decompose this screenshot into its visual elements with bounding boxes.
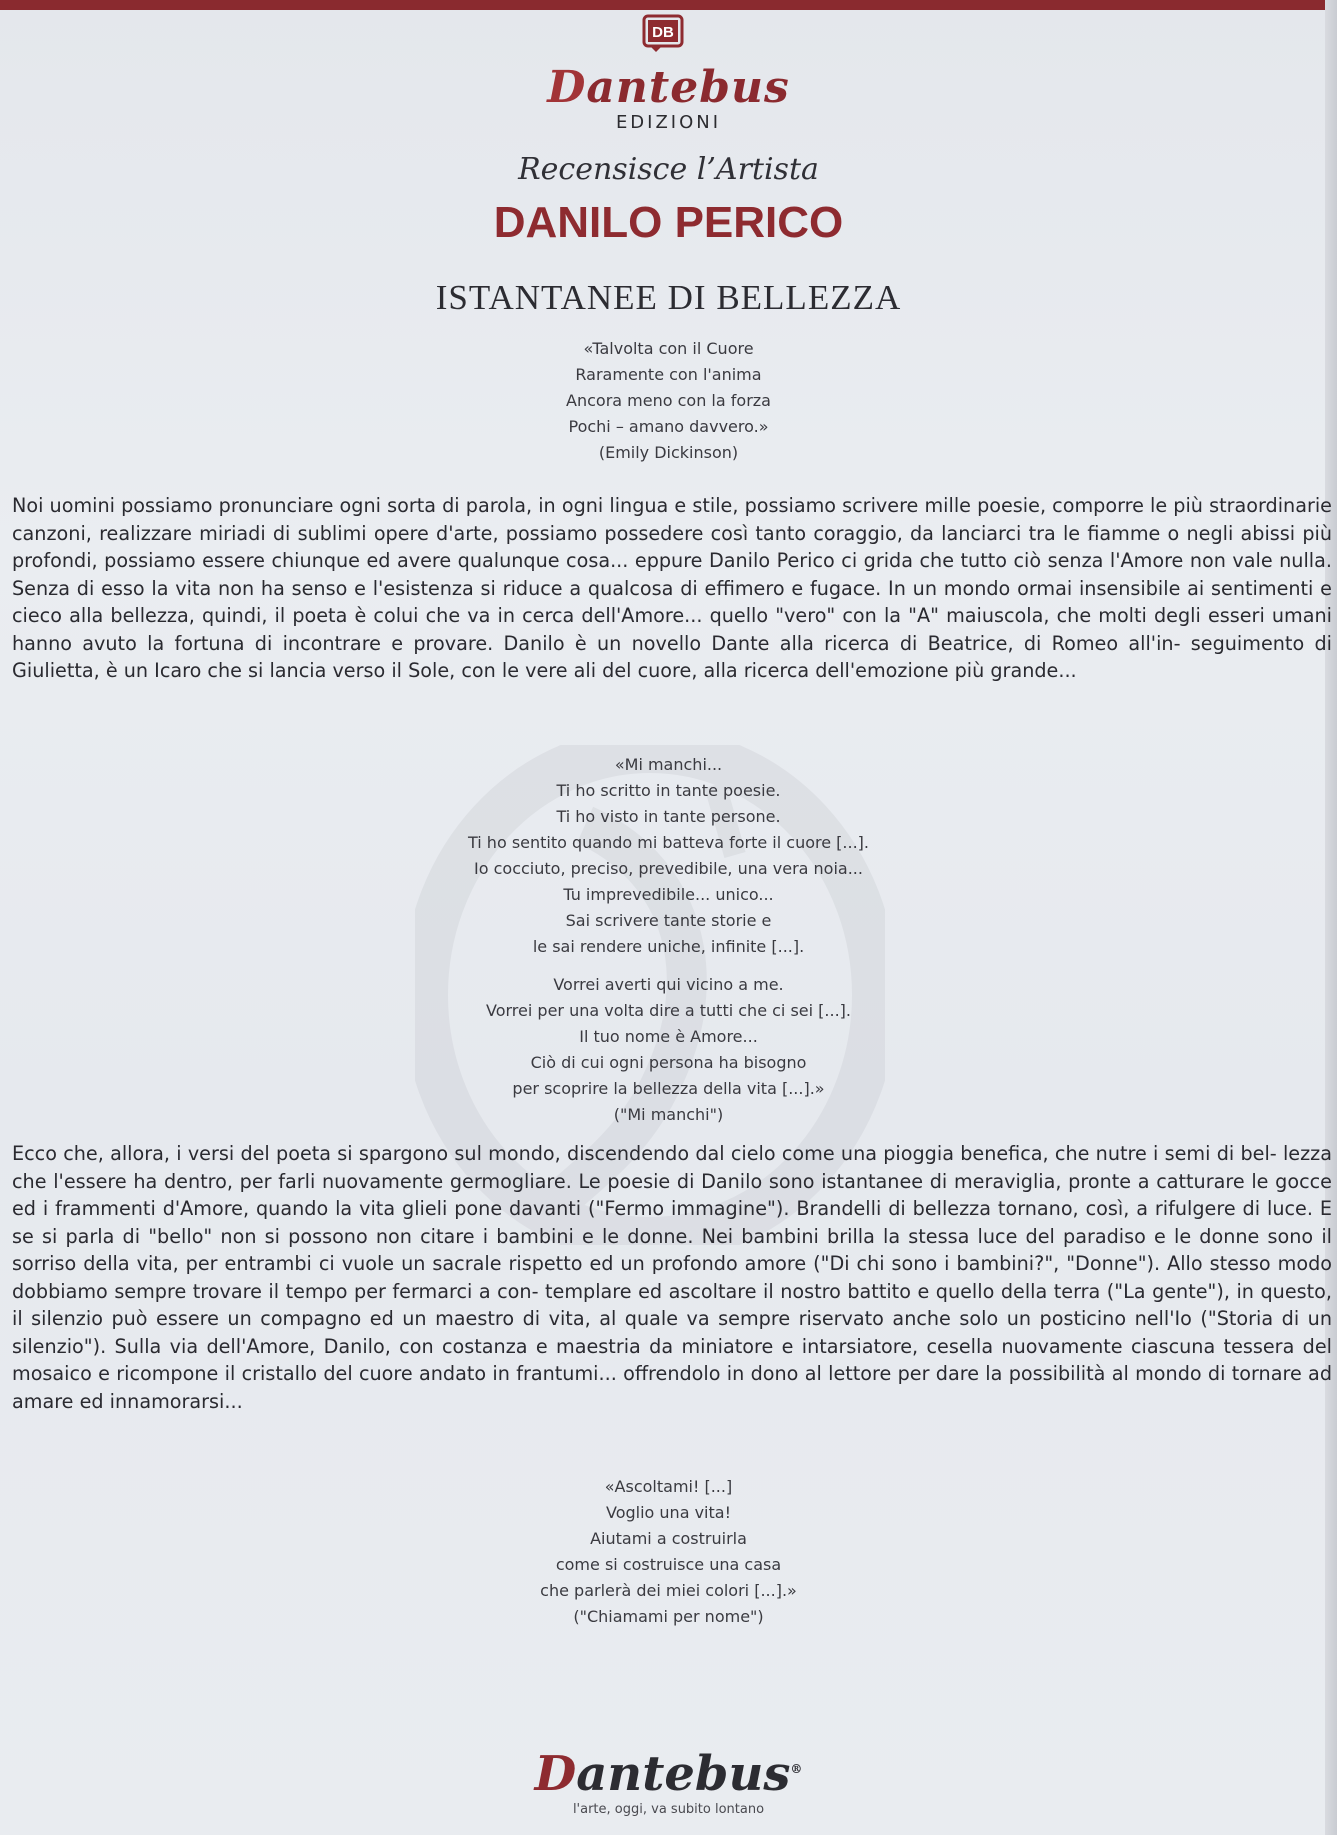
footer-brand-rest: antebus [576,1746,791,1802]
footer-tagline: l'arte, oggi, va subito lontano [572,1802,765,1817]
body-paragraph-2: Ecco che, allora, i versi del poeta si spargono sul mondo, discendendo dal cielo come una pioggia benefica, che nutre i semi di bel- lezza che l'essere ha dentro, per farli nuovamente germogliare. Le poesie di Danilo sono istantanee di meraviglia, pronte a catturare le gocce ed i frammenti d'Amore, quando la vita glieli pone davanti ("Fermo immagine"). Brandelli di bellezza tornano, così, a rifulgere di luce. E se si parla di "bello" non si possono non citare i bambini e le donne. Nei bambini brilla la stessa luce del paradiso e le donne sono il sorriso della vita, per entrambi ci vuole un sacrale rispetto ed un profondo amore ("Di chi sono i bambini?", "Donne"). Allo stesso modo dobbiamo sempre trovare il tempo per fermarci a con- templare ed ascoltare il nostro battito e quello della terra ("La gente"), in questo, il silenzio può essere un compagno ed un maestro di vita, al quale va sempre riservato anche solo un posticino nell'Io ("Storia di un silenzio"). Sulla via dell'Amore, Danilo, con costanza e maestria da miniatore e intarsiatore, cesella nuovamente ciascuna tessera del mosaico e ricompone il cristallo del cuore andato in frantumi... offrendolo in dono al lettore per dare la possibilità al mondo di tornare ad amare ed innamorarsi... [12,1142,1332,1413]
article-title: ISTANTANEE DI BELLEZZA [435,278,902,317]
db-logo-icon [642,14,684,54]
edizioni-label: EDIZIONI [615,112,722,133]
footer-brand-initial: D [534,1746,577,1802]
verse-line: «Mi manchi... [614,755,723,774]
db-logo-text: DB [652,24,674,41]
verse-line: le sai rendere uniche, infinite [...]. [532,937,805,956]
verse-attribution: (Emily Dickinson) [598,443,739,462]
registered-mark: ® [790,1762,803,1776]
verse-line: Ciò di cui ogni persona ha bisogno [530,1053,807,1072]
verse-line: «Talvolta con il Cuore [583,339,754,358]
review-subtitle: Recensisce l’Artista [518,152,819,187]
poem-mi-manchi [0,752,1337,1128]
verse-line: come si costruisce una casa [555,1555,782,1574]
publisher-brand [0,62,1337,113]
footer-brand [0,1746,1337,1802]
verse-line: Sai scrivere tante storie e [565,911,772,930]
verse-line: Voglio una vita! [606,1503,731,1522]
verse-line: Io cocciuto, preciso, prevedibile, una vera noia... [474,859,863,878]
verse-line: Raramente con l'anima [575,365,762,384]
verse-line: Ti ho visto in tante persone. [556,807,781,826]
verse-attribution: ("Chiamami per nome") [573,1607,764,1626]
verse-attribution: ("Mi manchi") [613,1105,724,1124]
verse-line: Il tuo nome è Amore... [579,1027,758,1046]
verse-line: Ti ho scritto in tante poesie. [556,781,781,800]
verse-line: «Ascoltami! [...] [604,1477,733,1496]
poem-chiamami-per-nome [0,1474,1337,1630]
verse-line: Pochi – amano davvero.» [568,417,769,436]
verse-line: Ancora meno con la forza [566,391,771,410]
artist-name: DANILO PERICO [493,198,844,247]
verse-line: che parlerà dei miei colori [...].» [540,1581,797,1600]
brand-initial: D [547,62,587,113]
epigraph [0,336,1337,466]
verse-line: per scoprire la bellezza della vita [...].» [512,1079,825,1098]
verse-line: Aiutami a costruirla [590,1529,747,1548]
brand-name-rest: antebus [586,62,790,113]
stanza-gap [0,960,1337,972]
verse-line: Tu imprevedibile... unico... [563,885,774,904]
verse-line: Ti ho sentito quando mi batteva forte il cuore [...]. [467,833,869,852]
verse-line: Vorrei averti qui vicino a me. [553,975,784,994]
body-paragraph-1: Noi uomini possiamo pronunciare ogni sorta di parola, in ogni lingua e stile, possiamo scrivere mille poesie, comporre le più straordinarie canzoni, realizzare miriadi di sublimi opere d'arte, possiamo possedere così tanto coraggio, da lanciarci tra le fiamme o negli abissi più profondi, possiamo essere chiunque ed avere qualunque cosa... eppure Danilo Perico ci grida che tutto ciò senza l'Amore non vale nulla. Senza di esso la vita non ha senso e l'esistenza si riduce a qualcosa di effimero e fugace. In un mondo ormai insensibile ai sentimenti e cieco alla bellezza, quindi, il poeta è colui che va in cerca dell'Amore... quello "vero" con la "A" maiuscola, che molti degli esseri umani hanno avuto la fortuna di incontrare e provare. Danilo è un novello Dante alla ricerca di Beatrice, di Romeo all'in- seguimento di Giulietta, è un Icaro che si lancia verso il Sole, con le vere ali del cuore, alla ricerca dell'emozione più grande... [12,494,1332,682]
verse-line: Vorrei per una volta dire a tutti che ci sei [...]. [486,1001,851,1020]
